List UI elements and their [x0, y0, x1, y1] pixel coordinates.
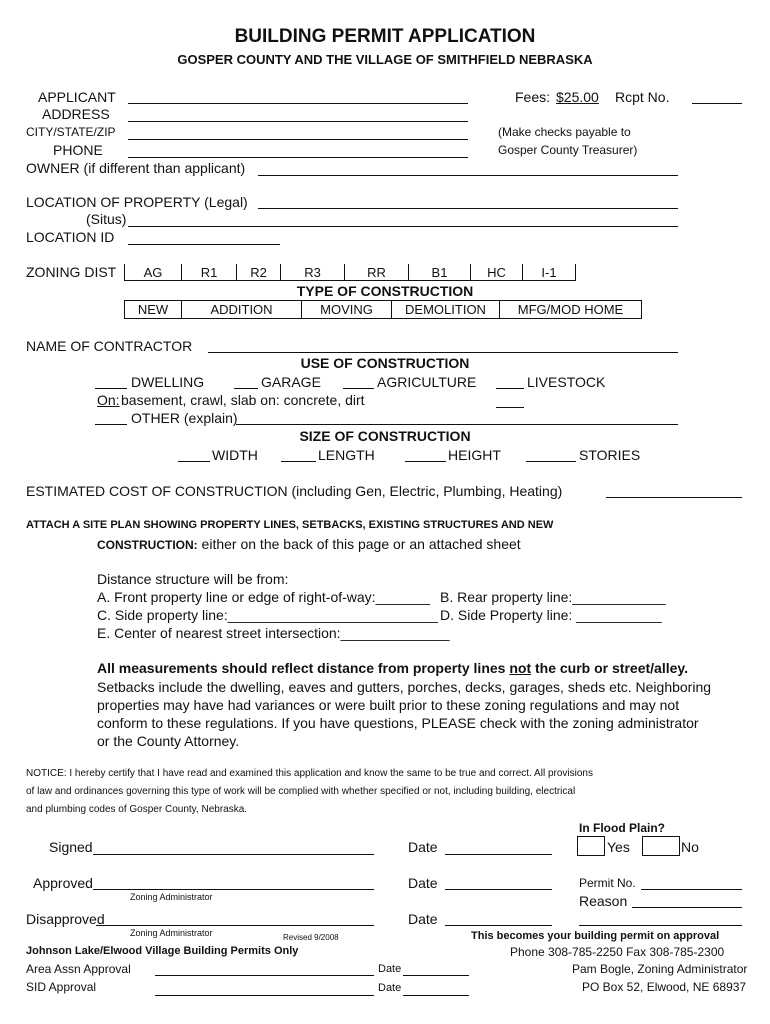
- becomes-permit-note: This becomes your building permit on approval: [471, 930, 720, 942]
- notice-line2: of law and ordinances governing this type of work will be complied with whether specified or not, including building, electrical: [26, 786, 576, 797]
- city-field[interactable]: [128, 139, 468, 140]
- contractor-field[interactable]: [208, 352, 678, 353]
- notice-line1: NOTICE: I hereby certify that I have read and examined this application and know the same to be true and correct. All provisions: [26, 768, 593, 779]
- reason-extra-line[interactable]: [579, 925, 742, 926]
- measurements-pre: All measurements should reflect distance from property lines: [97, 660, 510, 676]
- disapproved-date-field[interactable]: [445, 925, 552, 926]
- location-id-field[interactable]: [128, 244, 280, 245]
- area-assn-date-label: Date: [378, 963, 402, 975]
- zoning-option-r3[interactable]: R3: [281, 264, 345, 280]
- approved-field[interactable]: [93, 889, 374, 890]
- livestock-check[interactable]: [496, 388, 524, 389]
- distance-intro: Distance structure will be from:: [97, 571, 289, 587]
- flood-no-box[interactable]: [642, 836, 680, 856]
- rcpt-field[interactable]: [692, 103, 742, 104]
- estimated-cost-label: ESTIMATED COST OF CONSTRUCTION (including Gen, Electric, Plumbing, Heating): [26, 483, 563, 499]
- measurements-heading: [97, 661, 688, 675]
- length-field[interactable]: [281, 461, 316, 462]
- estimated-cost-field[interactable]: [606, 497, 742, 498]
- type-heading: TYPE OF CONSTRUCTION: [296, 283, 474, 299]
- zoning-option-b1[interactable]: B1: [409, 264, 471, 280]
- contact-phone: Phone 308-785-2250 Fax 308-785-2300: [510, 945, 725, 959]
- checks-note-2: Gosper County Treasurer): [498, 143, 638, 157]
- approved-label: Approved: [33, 875, 93, 891]
- address-label: ADDRESS: [42, 106, 110, 122]
- location-id-label: LOCATION ID: [26, 229, 115, 245]
- location-situs-field[interactable]: [128, 226, 678, 227]
- flood-no-label: No: [681, 839, 699, 855]
- johnson-lake-note: Johnson Lake/Elwood Village Building Permits Only: [26, 945, 299, 957]
- stories-field[interactable]: [526, 461, 576, 462]
- applicant-field[interactable]: [128, 103, 468, 104]
- measurements-p2: properties may have had variances or were built prior to these zoning regulations and may not: [97, 697, 680, 713]
- site-plan-line1: ATTACH A SITE PLAN SHOWING PROPERTY LINES, SETBACKS, EXISTING STRUCTURES AND NEW: [26, 519, 554, 531]
- admin-name: Pam Bogle, Zoning Administrator: [572, 962, 748, 976]
- notice-line3: and plumbing codes of Gosper County, Nebraska.: [26, 804, 248, 815]
- location-legal-label: LOCATION OF PROPERTY (Legal): [26, 194, 248, 210]
- dwelling-label: DWELLING: [131, 374, 205, 390]
- garage-check[interactable]: [234, 388, 258, 389]
- measurements-p3: conform to these regulations. If you have questions, PLEASE check with the zoning administrator: [97, 715, 699, 731]
- flood-yes-box[interactable]: [577, 836, 605, 856]
- approved-date-label: Date: [408, 875, 438, 891]
- other-check[interactable]: [95, 424, 127, 425]
- owner-label: OWNER (if different than applicant): [26, 160, 246, 176]
- sid-field[interactable]: [155, 995, 374, 996]
- type-option-new[interactable]: NEW: [125, 301, 182, 318]
- page-subtitle: GOSPER COUNTY AND THE VILLAGE OF SMITHFIELD NEBRASKA: [177, 52, 593, 67]
- use-heading: USE OF CONSTRUCTION: [300, 355, 470, 371]
- size-heading: SIZE OF CONSTRUCTION: [299, 428, 471, 444]
- livestock-label: LIVESTOCK: [527, 374, 606, 390]
- height-label: HEIGHT: [448, 447, 501, 463]
- dwelling-check[interactable]: [95, 388, 127, 389]
- contractor-label: NAME OF CONTRACTOR: [26, 338, 193, 354]
- site-plan-line2: [97, 537, 521, 551]
- site-plan-construction: CONSTRUCTION:: [97, 538, 198, 552]
- other-explain-field[interactable]: [236, 424, 678, 425]
- address-field[interactable]: [128, 121, 468, 122]
- signed-date-field[interactable]: [445, 854, 552, 855]
- zoning-options: [124, 264, 576, 281]
- measurements-p1: Setbacks include the dwelling, eaves and gutters, porches, decks, garages, sheds etc. Neighboring: [97, 679, 712, 695]
- zoning-option-i1[interactable]: I-1: [541, 264, 557, 280]
- area-assn-field[interactable]: [155, 975, 374, 976]
- zoning-option-r1[interactable]: R1: [182, 264, 237, 280]
- permit-no-field[interactable]: [641, 889, 742, 890]
- garage-label: GARAGE: [261, 374, 321, 390]
- checks-note-1: (Make checks payable to: [498, 125, 631, 139]
- agriculture-check[interactable]: [343, 388, 374, 389]
- disapproved-label: Disapproved: [26, 911, 105, 927]
- agriculture-label: AGRICULTURE: [377, 374, 477, 390]
- signed-date-label: Date: [408, 839, 438, 855]
- disapproved-zoning-admin: Zoning Administrator: [130, 928, 213, 938]
- rcpt-label: Rcpt No.: [615, 89, 670, 105]
- distance-rear[interactable]: B. Rear property line:____________: [440, 589, 666, 605]
- flood-yes-label: Yes: [607, 839, 630, 855]
- zoning-option-rr[interactable]: RR: [345, 264, 409, 280]
- type-option-addition[interactable]: ADDITION: [182, 301, 302, 318]
- sid-date-label: Date: [378, 982, 402, 994]
- site-plan-line2-rest: either on the back of this page or an attached sheet: [197, 536, 521, 552]
- height-field[interactable]: [405, 461, 446, 462]
- applicant-label: APPLICANT: [38, 89, 116, 105]
- reason-label: Reason: [579, 893, 628, 909]
- measurements-not: not: [509, 660, 532, 676]
- length-label: LENGTH: [318, 447, 375, 463]
- fees-value: $25.00: [556, 89, 599, 105]
- construction-type-options: [124, 300, 642, 319]
- revised-note: Revised 9/2008: [283, 933, 339, 942]
- distance-front[interactable]: A. Front property line or edge of right-of-way:_______: [97, 589, 431, 605]
- livestock-extra-line[interactable]: [496, 407, 524, 408]
- width-field[interactable]: [178, 461, 210, 462]
- location-legal-field[interactable]: [258, 208, 678, 209]
- phone-field[interactable]: [128, 157, 468, 158]
- type-option-mfg-mod-home[interactable]: MFG/MOD HOME: [517, 302, 624, 317]
- approved-zoning-admin: Zoning Administrator: [130, 892, 213, 902]
- distance-side-d[interactable]: D. Side Property line: ___________: [440, 607, 662, 623]
- measurements-post: the curb or street/alley.: [531, 660, 689, 676]
- sid-label: SID Approval: [26, 980, 97, 994]
- page-title: BUILDING PERMIT APPLICATION: [234, 26, 536, 47]
- location-situs-label: (Situs): [86, 211, 127, 227]
- other-label: OTHER (explain): [131, 410, 238, 426]
- flood-heading: In Flood Plain?: [579, 821, 665, 835]
- zoning-option-r2[interactable]: R2: [237, 264, 281, 280]
- basement-options: basement, crawl, slab on: concrete, dirt: [121, 392, 365, 408]
- permit-no-label: Permit No.: [579, 876, 636, 890]
- disapproved-field[interactable]: [96, 925, 374, 926]
- type-option-moving[interactable]: MOVING: [302, 301, 392, 318]
- city-label: CITY/STATE/ZIP: [26, 125, 116, 139]
- zoning-option-ag[interactable]: AG: [125, 264, 182, 280]
- type-option-demolition[interactable]: DEMOLITION: [392, 301, 500, 318]
- signed-field[interactable]: [93, 854, 374, 855]
- distance-street[interactable]: E. Center of nearest street intersection:______________: [97, 625, 450, 641]
- owner-field[interactable]: [258, 175, 678, 176]
- approved-date-field[interactable]: [445, 889, 552, 890]
- sid-date-field[interactable]: [403, 995, 469, 996]
- po-box: PO Box 52, Elwood, NE 68937: [582, 980, 747, 994]
- area-assn-label: Area Assn Approval: [26, 962, 131, 976]
- stories-label: STORIES: [579, 447, 641, 463]
- distance-side-c[interactable]: C. Side property line:___________________________: [97, 607, 438, 623]
- width-label: WIDTH: [212, 447, 258, 463]
- phone-label: PHONE: [53, 142, 103, 158]
- measurements-p4: or the County Attorney.: [97, 733, 240, 749]
- reason-field[interactable]: [632, 907, 742, 908]
- zoning-option-hc[interactable]: HC: [471, 264, 523, 280]
- fees-label: Fees:: [515, 89, 551, 105]
- area-assn-date-field[interactable]: [403, 975, 469, 976]
- on-label: On:: [97, 392, 120, 408]
- zoning-label: ZONING DIST: [26, 264, 117, 280]
- disapproved-date-label: Date: [408, 911, 438, 927]
- signed-label: Signed: [49, 839, 93, 855]
